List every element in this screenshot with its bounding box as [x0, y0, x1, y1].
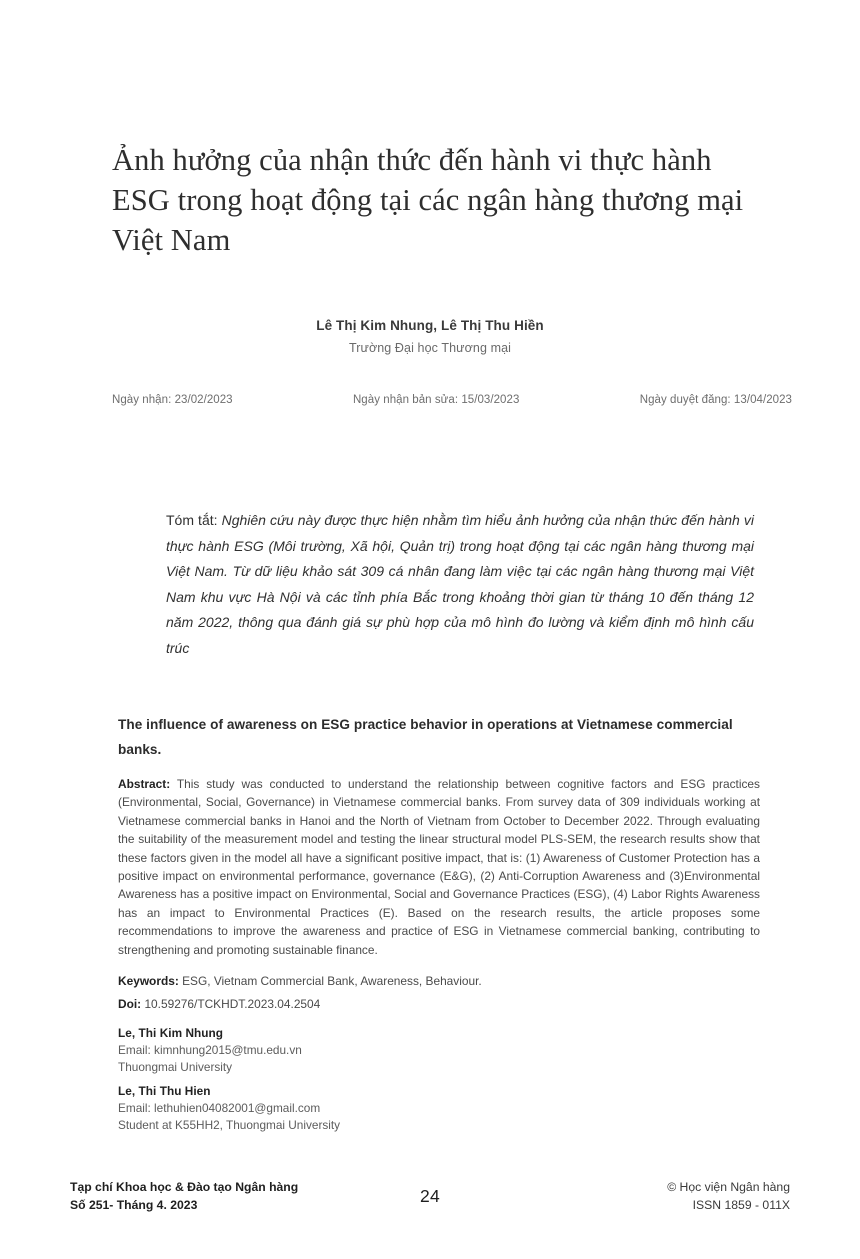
contact-author-1 [118, 1025, 760, 1077]
footer-issn: ISSN 1859 - 011X [692, 1197, 790, 1212]
title-line-3: Việt Nam [112, 223, 231, 257]
english-section [118, 712, 760, 1134]
keywords-line [118, 972, 760, 992]
vietnamese-abstract-label: Tóm tắt: [166, 512, 218, 528]
date-received: Ngày nhận: 23/02/2023 [112, 394, 233, 406]
contact-author-2 [118, 1083, 760, 1135]
date-revised: Ngày nhận bản sửa: 15/03/2023 [352, 394, 520, 406]
page-title [112, 140, 792, 260]
footer-journal-name: Tạp chí Khoa học & Đào tạo Ngân hàng [70, 1180, 299, 1194]
contact-affiliation: Student at K55HH2, Thuongmai University [118, 1118, 341, 1133]
vietnamese-abstract [166, 508, 754, 661]
page-number: 24 [419, 1186, 441, 1206]
author-names: Lê Thị Kim Nhung, Lê Thị Thu Hiền [316, 318, 544, 333]
date-accepted: Ngày duyệt đăng: 13/04/2023 [639, 394, 792, 406]
contact-email[interactable]: Email: kimnhung2015@tmu.edu.vn [118, 1043, 302, 1058]
contact-affiliation: Thuongmai University [118, 1060, 233, 1075]
english-abstract-label: Abstract: [118, 777, 171, 791]
keywords-text: ESG, Vietnam Commercial Bank, Awareness, Behaviour. [182, 974, 482, 989]
contact-name: Le, Thi Kim Nhung [118, 1026, 224, 1041]
doi-label: Doi: [118, 996, 142, 1011]
title-line-2: ESG trong hoạt động tại các ngân hàng thương mại [112, 183, 744, 217]
doi-line [118, 995, 760, 1015]
footer-issue: Số 251- Tháng 4. 2023 [70, 1197, 198, 1212]
author-block [0, 318, 860, 355]
publication-dates [112, 394, 792, 406]
author-affiliation: Trường Đại học Thương mại [348, 341, 512, 355]
footer-publisher: © Học viện Ngân hàng [667, 1180, 790, 1194]
vietnamese-abstract-text: Nghiên cứu này được thực hiện nhằm tìm hiểu ảnh hưởng của nhận thức đến hành vi thực hành ESG (Môi trường, Xã hội, Quản trị) trong hoạt động tại các ngân hàng thương mại Việt Nam. Từ dữ liệu khảo sát 309 cá nhân đang làm việc tại các ngân hàng thương mại Việt Nam khu vực Hà Nội và các tỉnh phía Bắc trong khoảng thời gian từ tháng 10 đến tháng 12 năm 2022, thông qua đánh giá sự phù hợp của mô hình đo lường và kiểm định mô hình cấu trúc [166, 512, 754, 656]
doi-value[interactable]: 10.59276/TCKHDT.2023.04.2504 [144, 996, 321, 1011]
author-contacts [118, 1025, 760, 1134]
english-title: The influence of awareness on ESG practice behavior in operations at Vietnamese commercial banks. [118, 717, 733, 757]
contact-name: Le, Thi Thu Hien [118, 1083, 211, 1098]
contact-email[interactable]: Email: lethuhien04082001@gmail.com [118, 1100, 321, 1115]
english-abstract-text: This study was conducted to understand the relationship between cognitive factors and ESG practices (Environmental, Social, Governance) in Vietnamese commercial banks. From survey data of 309 individuals working at Vietnamese commercial banks in Hanoi and the North of Vietnam from October to December 2022. Through evaluating the suitability of the measurement model and testing the linear structural model PLS-SEM, the research results show that these factors given in the model all have a significant positive impact, that is: (1) Awareness of Customer Protection has a positive impact on environmental performance, governance (E&G), (2) Anti-Corruption Awareness and (3)Environmental Awareness has a positive impact on Environmental, Social and Governance Practices (ESG), (4) Labor Rights Awareness has an impact to Environmental Practices (E). Based on the research results, the article proposes some recommendations to improve the awareness and practice of ESG in Vietnamese commercial banking, contributing to strengthening and promoting sustainable finance. [118, 777, 760, 957]
keywords-label: Keywords: [118, 974, 179, 989]
title-line-1: Ảnh hưởng của nhận thức đến hành vi thực hành [112, 143, 712, 177]
english-abstract [118, 775, 760, 959]
